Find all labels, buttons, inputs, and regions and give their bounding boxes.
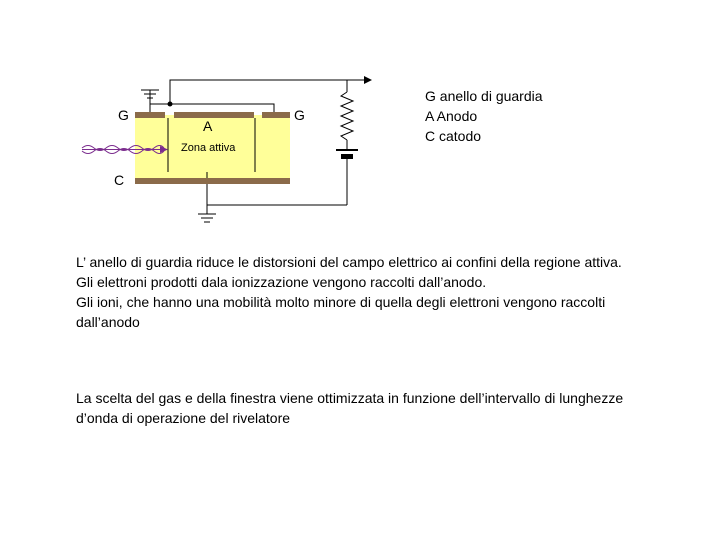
guard-left-label: G bbox=[118, 107, 129, 123]
gas-window-paragraph bbox=[76, 388, 666, 428]
anode-wire bbox=[170, 80, 347, 104]
active-zone-label: Zona attiva bbox=[181, 142, 236, 154]
legend bbox=[425, 86, 543, 146]
text-line-ions: Gli ioni, che hanno una mobilità molto minore di quella degli elettroni vengono raccolti dall’anodo bbox=[76, 294, 606, 330]
bottom-ground-icon bbox=[198, 214, 216, 222]
cathode-label: C bbox=[114, 172, 125, 188]
explanation-paragraph bbox=[76, 252, 666, 332]
text-line-guard-ring: L’ anello di guardia riduce le distorsioni del campo elettrico ai confini della regione attiva. bbox=[76, 254, 622, 270]
anode-plate bbox=[174, 112, 254, 118]
detector-diagram bbox=[0, 0, 720, 240]
legend-anode: A Anodo bbox=[425, 108, 478, 124]
resistor-icon bbox=[341, 92, 353, 140]
text-line-gas-window: La scelta del gas e della finestra viene ottimizzata in funzione dell’intervallo di lunghezze d’onda di operazione del rivelatore bbox=[76, 390, 624, 426]
text-line-electrons: Gli elettroni prodotti dala ionizzazione vengono raccolti dall’anodo. bbox=[76, 274, 487, 290]
guard-ring-left bbox=[135, 112, 165, 118]
cathode-plate bbox=[135, 178, 290, 184]
legend-guard: G anello di guardia bbox=[425, 88, 543, 104]
legend-cathode: C catodo bbox=[425, 128, 482, 144]
anode-label: A bbox=[203, 118, 213, 134]
guard-right-label: G bbox=[294, 107, 305, 123]
battery-icon bbox=[336, 150, 358, 159]
guard-ring-right bbox=[262, 112, 290, 118]
radiation-wave-icon bbox=[82, 146, 168, 154]
